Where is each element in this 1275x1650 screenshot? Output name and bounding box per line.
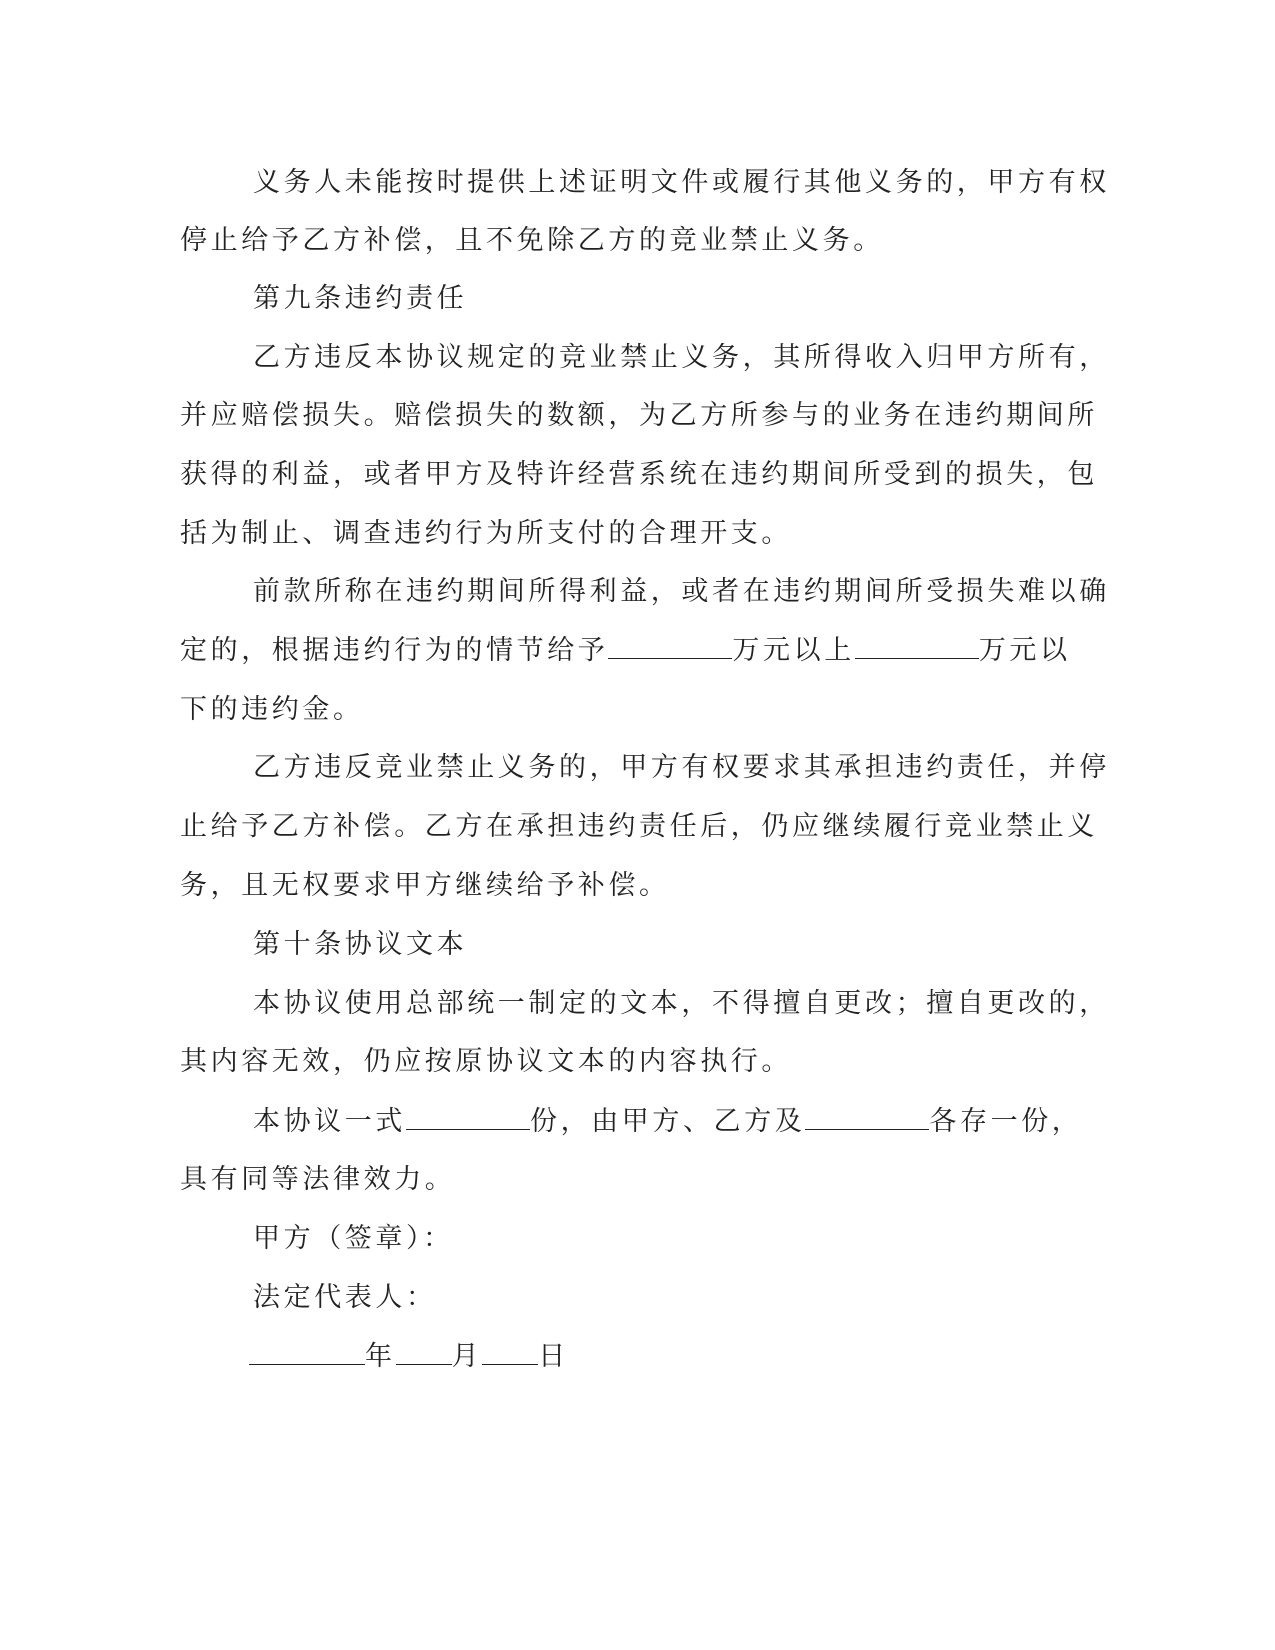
paragraph-line: 前款所称在违约期间所得利益，或者在违约期间所受损失难以确 [253, 576, 1110, 607]
legal-representative-label: 法定代表人： [253, 1282, 437, 1313]
text-segment: 份，由甲方、乙方及 [530, 1106, 806, 1137]
paragraph-line: 获得的利益，或者甲方及特许经营系统在违约期间所受到的损失，包 [180, 459, 1098, 490]
section-heading: 第十条协议文本 [253, 929, 468, 960]
paragraph-line [180, 634, 1071, 668]
fill-blank [608, 634, 732, 659]
text-segment: 万元以 [978, 635, 1071, 666]
paragraph-line: 止给予乙方补偿。乙方在承担违约责任后，仍应继续履行竞业禁止义 [180, 811, 1098, 842]
fill-blank [805, 1105, 929, 1130]
signature-date [249, 1340, 569, 1374]
year-blank [249, 1340, 365, 1365]
day-label: 日 [538, 1341, 569, 1372]
month-blank [396, 1340, 452, 1365]
paragraph-line: 下的违约金。 [180, 694, 364, 725]
paragraph-line: 括为制止、调查违约行为所支付的合理开支。 [180, 518, 792, 549]
section-heading: 第九条违约责任 [253, 283, 468, 314]
paragraph-line [253, 1105, 1082, 1139]
text-segment: 定的，根据违约行为的情节给予 [180, 635, 609, 666]
text-segment: 本协议一式 [253, 1106, 406, 1137]
paragraph-line: 其内容无效，仍应按原协议文本的内容执行。 [180, 1046, 792, 1077]
month-label: 月 [451, 1341, 483, 1372]
paragraph-line: 具有同等法律效力。 [180, 1164, 456, 1195]
party-a-signature-label: 甲方（签章）： [253, 1223, 454, 1254]
text-segment: 各存一份， [929, 1106, 1083, 1137]
paragraph-line: 乙方违反本协议规定的竞业禁止义务，其所得收入归甲方所有， [253, 342, 1110, 373]
fill-blank [406, 1105, 530, 1130]
year-label: 年 [365, 1341, 396, 1372]
paragraph-line: 本协议使用总部统一制定的文本，不得擅自更改；擅自更改的， [253, 988, 1110, 1019]
paragraph-line: 义务人未能按时提供上述证明文件或履行其他义务的，甲方有权 [253, 167, 1110, 198]
paragraph-line: 停止给予乙方补偿，且不免除乙方的竞业禁止义务。 [180, 225, 884, 256]
day-blank [482, 1340, 538, 1365]
paragraph-line: 务，且无权要求甲方继续给予补偿。 [180, 870, 670, 901]
fill-blank [855, 634, 979, 659]
text-segment: 万元以上 [732, 635, 855, 666]
paragraph-line: 乙方违反竞业禁止义务的，甲方有权要求其承担违约责任，并停 [253, 752, 1110, 783]
paragraph-line: 并应赔偿损失。赔偿损失的数额，为乙方所参与的业务在违约期间所 [180, 400, 1098, 431]
